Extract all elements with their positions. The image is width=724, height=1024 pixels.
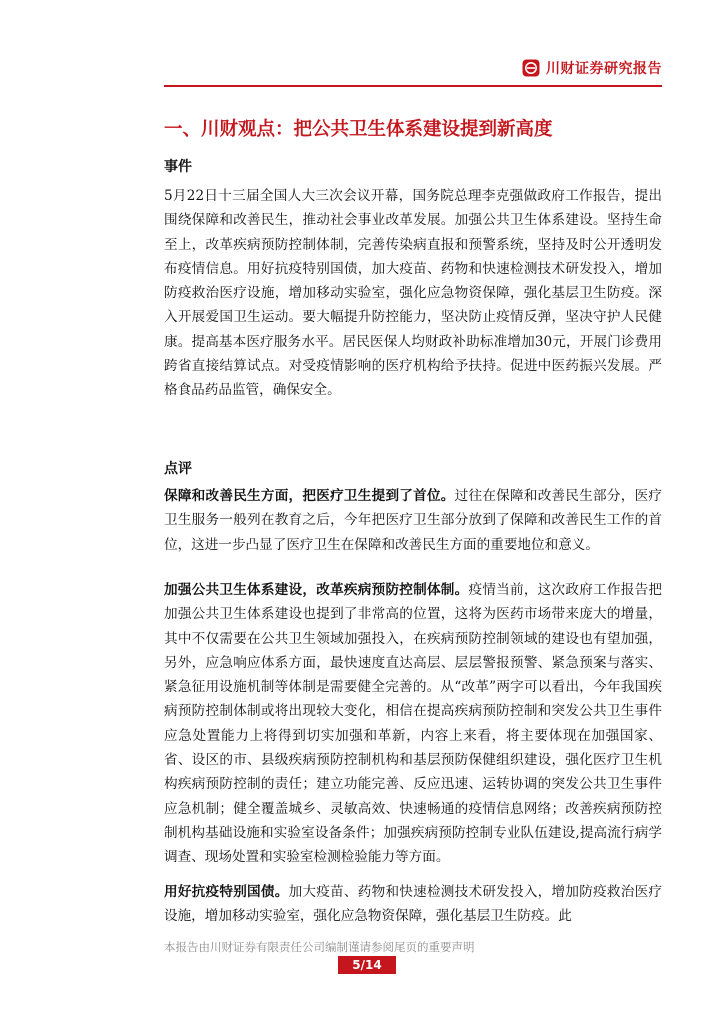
event-paragraph: 5月22日十三届全国人大三次会议开幕，国务院总理李克强做政府工作报告，提出围绕保障和改善民生，推动社会事业改革发展。加强公共卫生体系建设。坚持生命至上，改革疾病预防控制体制，完善传染病直报和预警系统，坚持及时公开透明发布疫情信息。用好抗疫特别国债，加大疫苗、药物和快速检测技术研发投入，增加防疫救治医疗设施，增加移动实验室，强化应急物资保障，强化基层卫生防疫。深入开展爱国卫生运动。要大幅提升防控能力，坚决防止疫情反弹，坚决守护人民健康。提高基本医疗服务水平。居民医保人均财政补助标准增加30元，开展门诊费用跨省直接结算试点。对受疫情影响的医疗机构给予扶持。促进中医药振兴发展。严格食品药品监管，确保安全。 [164, 188, 662, 399]
comment-paragraph-2 [164, 578, 662, 870]
comment-label: 点评 [164, 461, 192, 477]
comment-lead-3: 用好抗疫特别国债。 [164, 884, 289, 900]
report-header [522, 56, 662, 80]
comment-body-1: 过往在保障和改善民生部分，医疗卫生服务一般列在教育之后，今年把医疗卫生部分放到了保障和改善民生工作的首位，这进一步凸显了医疗卫生在保障和改善民生方面的重要地位和意义。 [164, 488, 663, 553]
comment-body-2: 疫情当前，这次政府工作报告把加强公共卫生体系建设也提到了非常高的位置，这将为医药市场带来庞大的增量，其中不仅需要在公共卫生领域加强投入，在疾病预防控制领域的建设也有望加强，另外，应急响应体系方面，最快速度直达高层、层层警报预警、紧急预案与落实、紧急征用设施机制等体制是需要健全完善的。从“改革”两字可以看出，今年我国疾病预防控制体制或将出现较大变化，相信在提高疾病预防控制和突发公共卫生事件应急处置能力上将得到切实加强和革新，内容上来看，将主要体现在加强国家、省、设区的市、县级疾病预防控制机构和基层预防保健组织建设，强化医疗卫生机构疾病预防控制的责任；建立功能完善、反应迅速、运转协调的突发公共卫生事件应急机制；健全覆盖城乡、灵敏高效、快速畅通的疫情信息网络；改善疾病预防控制机构基础设施和实验室设备条件；加强疾病预防控制专业队伍建设,提高流行病学调查、现场处置和实验室检测检验能力等方面。 [164, 582, 662, 866]
footer-disclaimer: 本报告由川财证券有限责任公司编制谨请参阅尾页的重要声明 [164, 940, 475, 954]
comment-body-3: 加大疫苗、药物和快速检测技术研发投入，增加防疫救治医疗设施，增加移动实验室，强化应急物资保障，强化基层卫生防疫。此 [164, 884, 662, 925]
page-number: 5/14 [338, 956, 396, 974]
chuancai-logo-icon [522, 59, 540, 77]
section-title: 一、川财观点：把公共卫生体系建设提到新高度 [164, 119, 553, 140]
comment-paragraph-1 [164, 484, 662, 557]
comment-lead-2: 加强公共卫生体系建设，改革疾病预防控制体制。 [164, 582, 469, 598]
event-label: 事件 [164, 159, 192, 175]
comment-paragraph-3 [164, 880, 662, 929]
comment-lead-1: 保障和改善民生方面，把医疗卫生提到了首位。 [164, 488, 455, 504]
header-divider [164, 85, 662, 87]
brand-name: 川财证券研究报告 [546, 61, 662, 77]
